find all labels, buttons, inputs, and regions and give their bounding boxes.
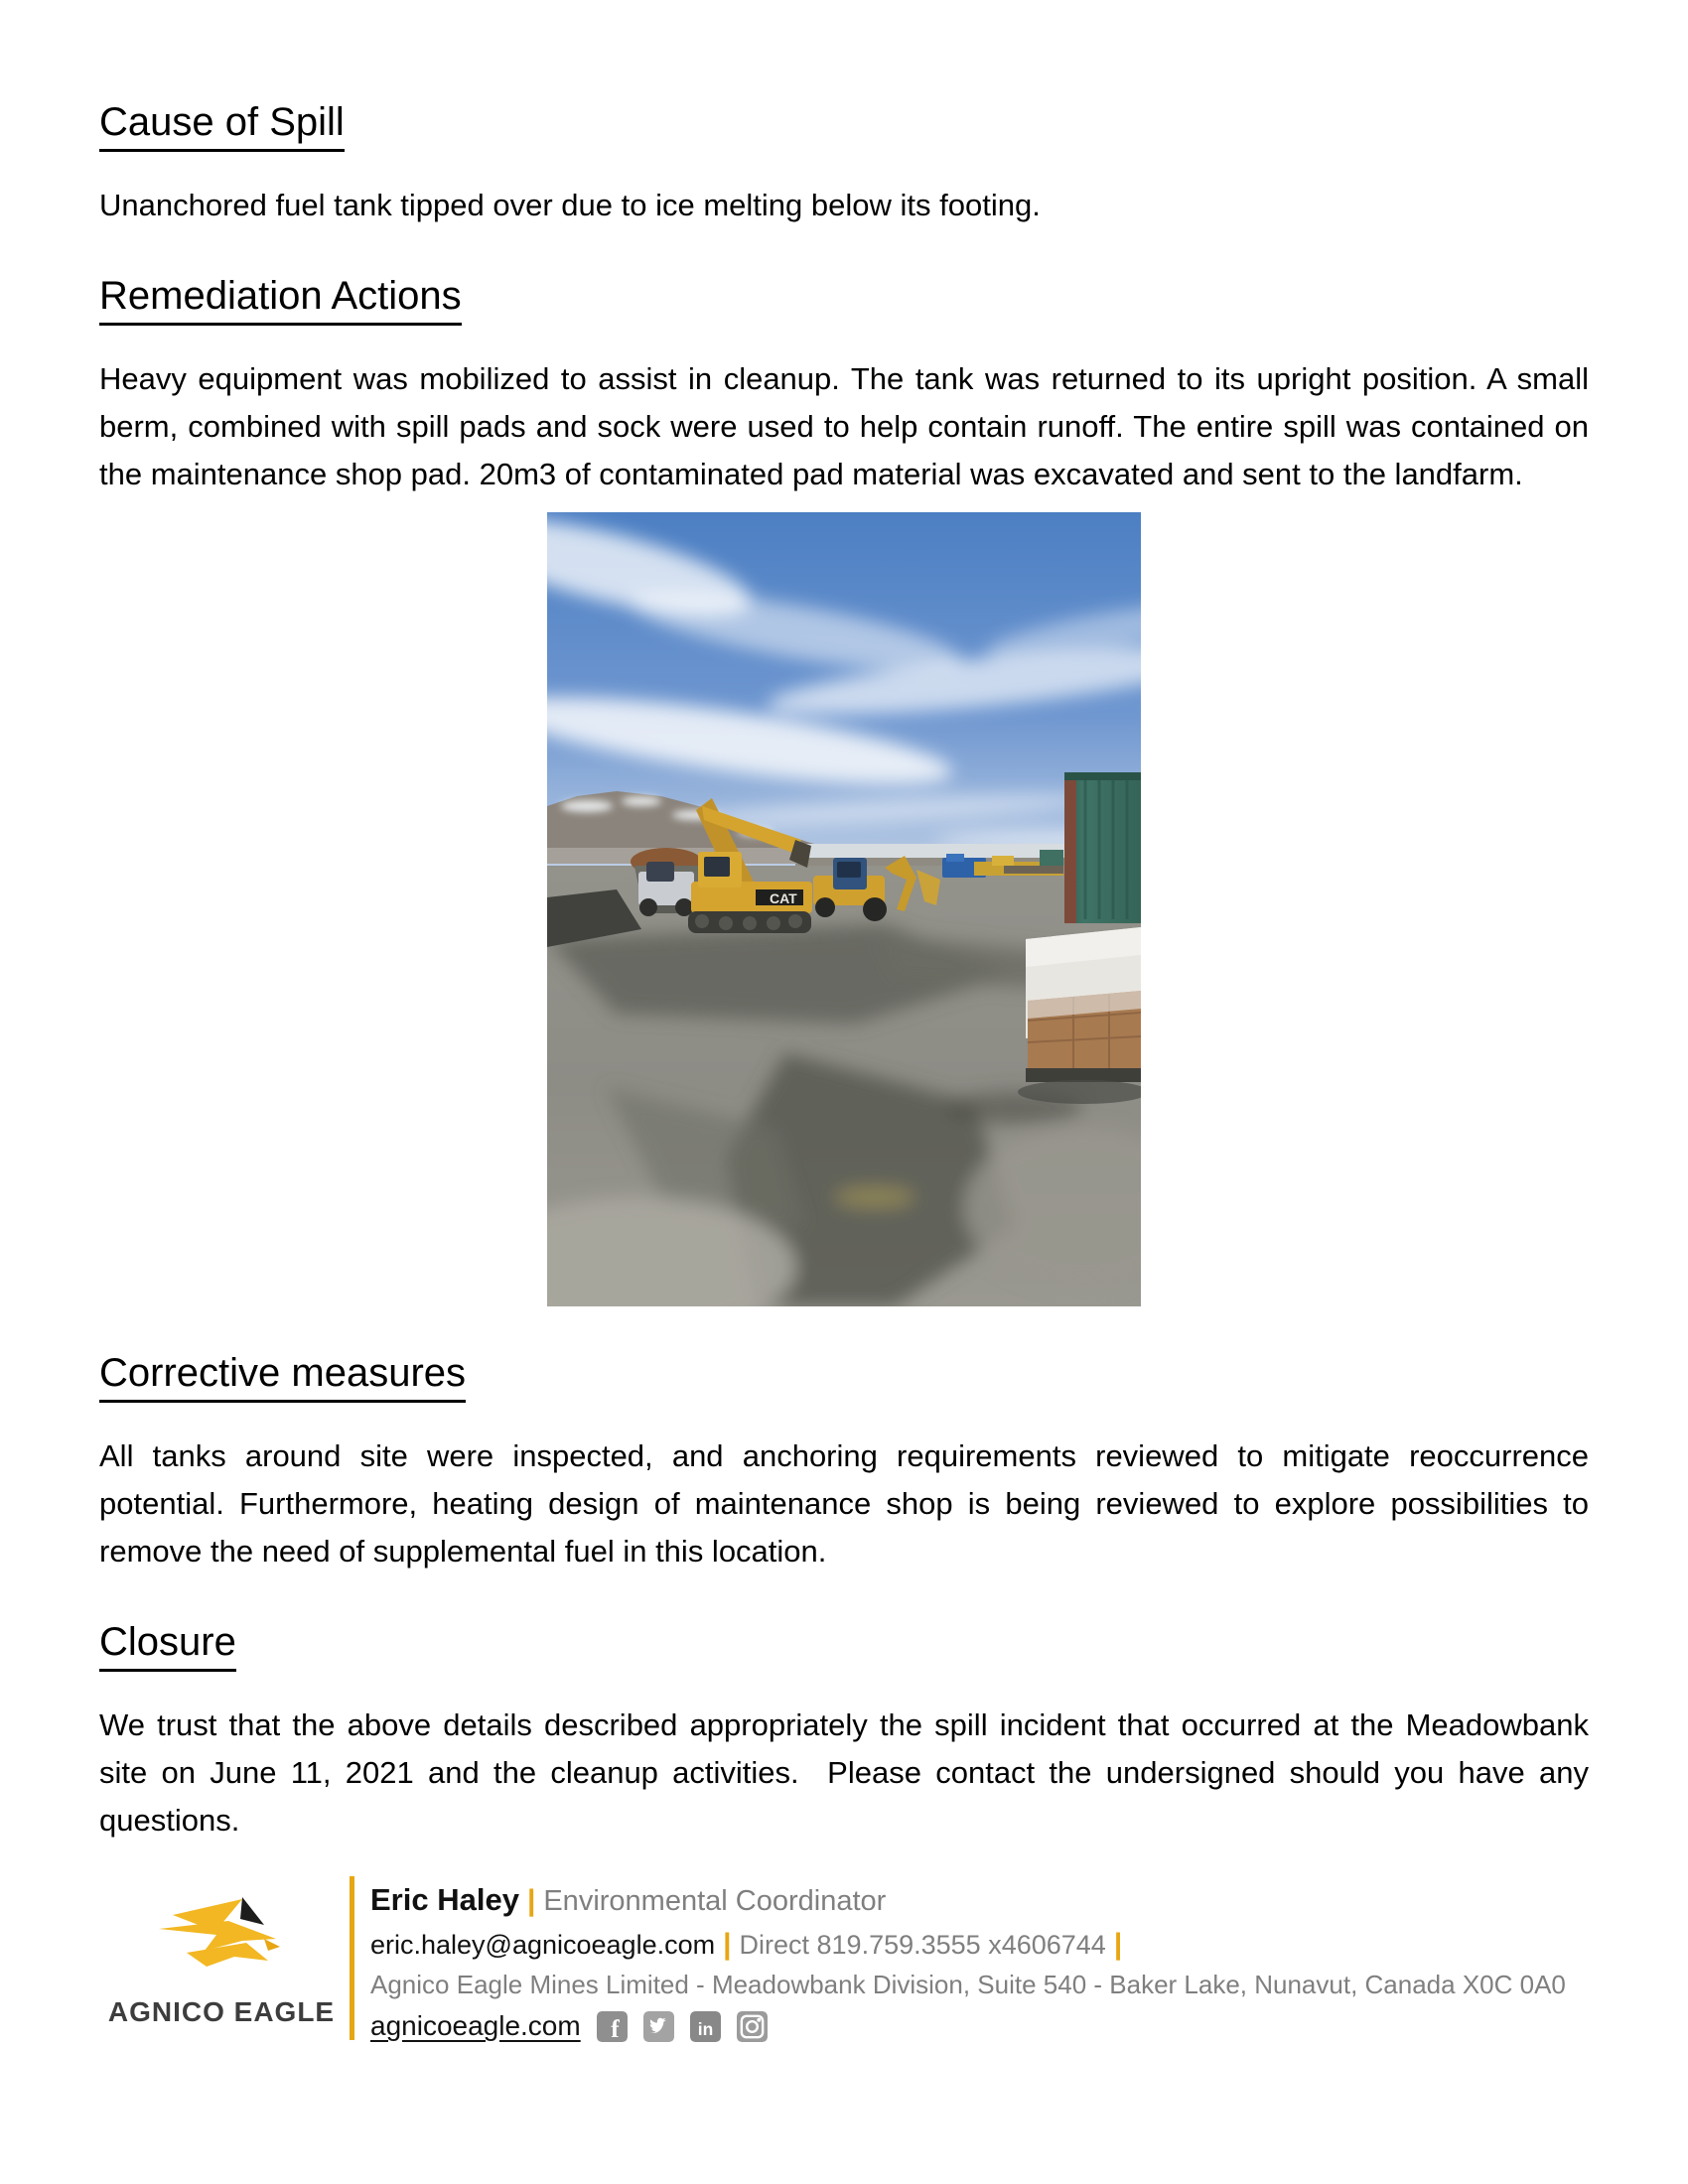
email-signature: [99, 1874, 1589, 2042]
heading-corrective-measures: Corrective measures: [99, 1350, 466, 1403]
photo-wrapped-pallet: [1018, 927, 1141, 1104]
linkedin-icon[interactable]: [690, 2011, 721, 2042]
heading-remediation-actions: Remediation Actions: [99, 273, 462, 326]
photo-shipping-container: [1064, 772, 1141, 923]
contact-email[interactable]: eric.haley@agnicoeagle.com: [370, 1930, 716, 1960]
facebook-icon[interactable]: [597, 2011, 628, 2042]
instagram-icon[interactable]: [737, 2011, 768, 2042]
agnico-eagle-logo: [103, 1874, 340, 2042]
svg-text:f: f: [610, 2015, 620, 2042]
company-address: Agnico Eagle Mines Limited - Meadowbank Division, Suite 540 - Baker Lake, Nunavut, Canada X0C 0A0: [370, 1970, 1566, 1999]
twitter-icon[interactable]: [643, 2011, 674, 2042]
gold-separator: |: [723, 1928, 732, 1961]
contact-phone: Direct 819.759.3555 x4606744: [739, 1930, 1106, 1960]
signature-gold-divider: [350, 1876, 354, 2040]
site-photo-excavator-cleanup: [547, 512, 1141, 1306]
contact-name: Eric Haley: [370, 1882, 519, 1917]
heading-cause-of-spill: Cause of Spill: [99, 99, 345, 152]
paragraph-remediation-actions: Heavy equipment was mobilized to assist in cleanup. The tank was returned to its upright position. A small berm, combined with spill pads and sock were used to help contain runoff. The entire spill was contained on the maintenance shop pad. 20m3 of contaminated pad material was excavated and sent to the landfarm.: [99, 361, 1589, 491]
paragraph-corrective-measures: All tanks around site were inspected, and anchoring requirements reviewed to mitigate reoccurrence potential. Furthermore, heating design of maintenance shop is being reviewed to explore possibilities to remove the need of supplemental fuel in this location.: [99, 1438, 1589, 1569]
paragraph-cause-of-spill: Unanchored fuel tank tipped over due to ice melting below its footing.: [99, 188, 1041, 222]
agnico-eagle-eagle-icon: [147, 1895, 296, 1986]
paragraph-closure: We trust that the above details described appropriately the spill incident that occurred at the Meadowbank site on June 11, 2021 and the cleanup activities. Please contact the undersigned should you have any questions.: [99, 1707, 1589, 1838]
website-link[interactable]: agnicoeagle.com: [370, 2010, 581, 2041]
contact-job-title: Environmental Coordinator: [543, 1885, 887, 1917]
svg-text:in: in: [697, 2018, 713, 2039]
svg-text:CAT: CAT: [770, 890, 797, 906]
gold-separator: |: [1113, 1928, 1123, 1961]
heading-closure: Closure: [99, 1619, 236, 1672]
agnico-eagle-wordmark: AGNICO EAGLE: [107, 1995, 336, 2027]
gold-separator: |: [526, 1884, 536, 1917]
